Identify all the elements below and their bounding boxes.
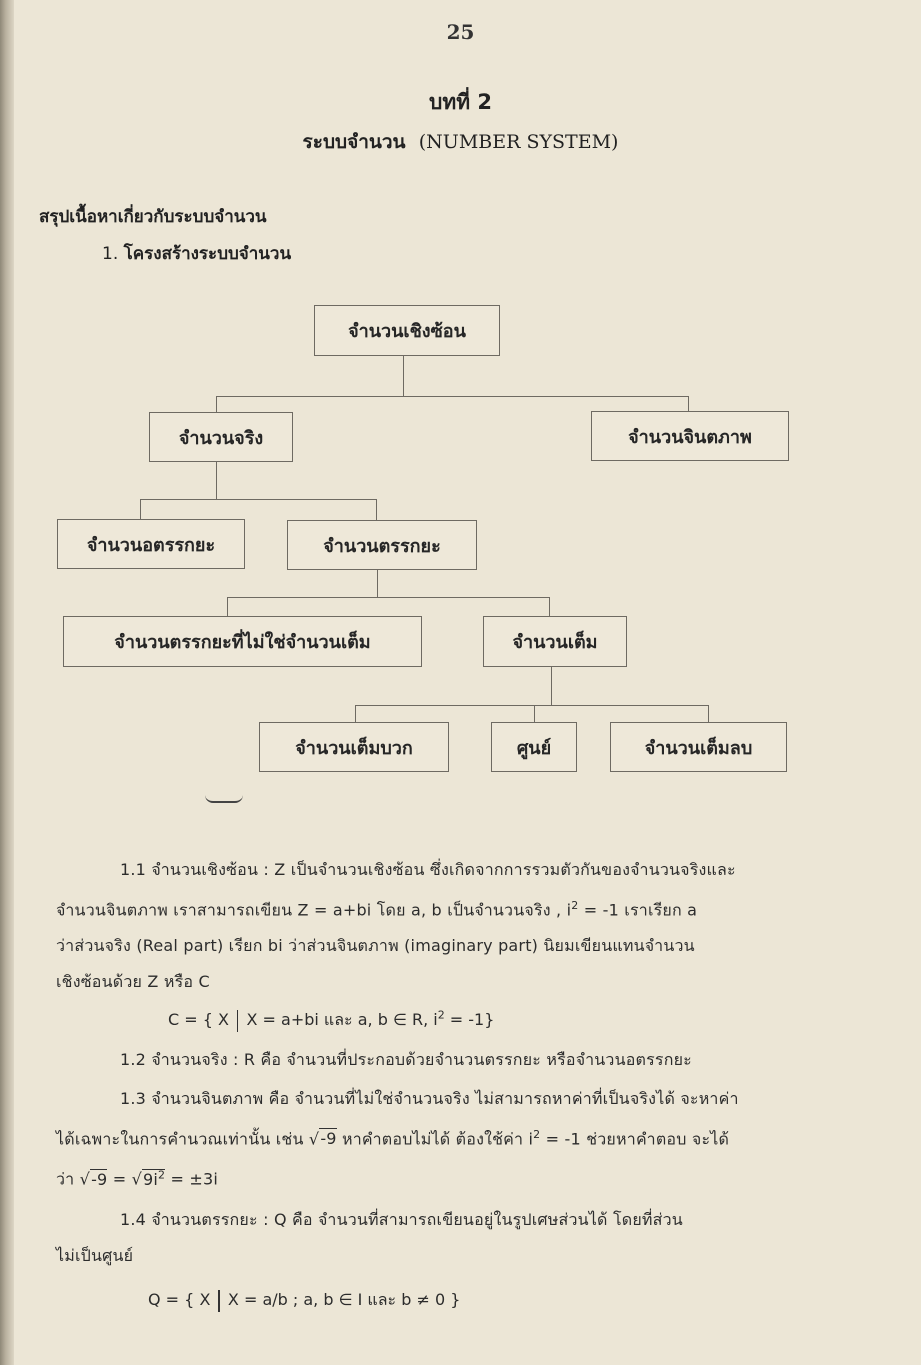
text-line: เชิงซ้อนด้วย Z หรือ C <box>56 972 210 992</box>
stray-pen-mark <box>205 795 243 803</box>
connector <box>376 499 377 520</box>
connector <box>355 705 356 722</box>
set-builder-bar <box>218 1290 220 1312</box>
formula-rational-set <box>148 1288 460 1313</box>
sub-heading <box>102 240 291 267</box>
superscript: 2 <box>533 1128 541 1141</box>
connector <box>688 396 689 411</box>
node-irrational: จำนวนอตรรกยะ <box>57 519 245 569</box>
page-binding-shadow <box>0 0 14 1365</box>
text-span: = -1 เราเรียก a <box>578 900 698 920</box>
section-heading: สรุปเนื้อหาเกี่ยวกับระบบจำนวน <box>39 207 267 227</box>
node-positive-integer: จำนวนเต็มบวก <box>259 722 449 772</box>
text-line: ว่าส่วนจริง (Real part) เรียก bi ว่าส่วนจินตภาพ (imaginary part) นิยมเขียนแทนจำนวน <box>56 936 695 956</box>
sqrt-radicand <box>142 1169 165 1189</box>
node-zero: ศูนย์ <box>491 722 577 772</box>
connector <box>534 705 535 722</box>
text-line: ไม่เป็นศูนย์ <box>56 1246 134 1265</box>
paragraph-1-1 <box>56 852 876 1000</box>
page-number: 25 <box>446 20 475 44</box>
node-negative-integer: จำนวนเต็มลบ <box>610 722 787 772</box>
text-line <box>56 888 876 928</box>
text-span: 9i <box>143 1169 159 1189</box>
connector <box>708 705 709 722</box>
set-builder-bar <box>237 1010 239 1032</box>
connector <box>355 705 709 706</box>
chapter-title <box>0 127 921 157</box>
connector <box>216 462 217 500</box>
text-span: ได้เฉพาะในการคำนวณเท่านั้น เช่น <box>56 1129 309 1149</box>
formula-left: Q = { X <box>148 1290 211 1309</box>
formula-end: = -1} <box>444 1010 495 1029</box>
sqrt-radicand: -9 <box>320 1129 337 1149</box>
superscript: 2 <box>437 1008 445 1022</box>
text-line: ว่า $√-9 = √9i^2 = \pm 3i$ <box>56 1168 219 1189</box>
formula-right: X = a/b ; a, b ∈ I และ b ≠ 0 } <box>227 1290 461 1309</box>
chapter-title-en: (NUMBER SYSTEM) <box>418 131 619 153</box>
formula-left: C = { X <box>168 1010 229 1029</box>
text-line: 1.1 จำนวนเชิงซ้อน : Z เป็นจำนวนเชิงซ้อน ซึ่งเกิดจากการรวมตัวกันของจำนวนจริงและ <box>120 860 736 879</box>
node-integer: จำนวนเต็ม <box>483 616 627 667</box>
sub-heading-number: 1. <box>102 244 119 264</box>
text-span: จำนวนจินตภาพ เราสามารถเขียน Z = a+bi โดย a, b เป็นจำนวนจริง , i <box>56 900 572 920</box>
connector <box>549 597 550 616</box>
paragraph-1-3 <box>56 1081 876 1198</box>
connector <box>227 597 550 598</box>
text-span: ว่า <box>56 1169 80 1189</box>
connector <box>377 570 378 598</box>
connector <box>140 499 377 500</box>
formula-right: X = a+bi และ a, b ∈ R, i <box>246 1010 438 1029</box>
connector <box>551 667 552 706</box>
paragraph-1-2: 1.2 จำนวนจริง : R คือ จำนวนที่ประกอบด้วยจำนวนตรรกยะ หรือจำนวนอตรรกยะ <box>120 1050 692 1069</box>
paragraph-1-4 <box>56 1202 876 1274</box>
text-line: ได้เฉพาะในการคำนวณเท่านั้น เช่น √-9 หาคำตอบไม่ได้ ต้องใช้ค่า $i^2 = -1$ ช่วยหาคำตอบ จะได้ <box>56 1128 730 1149</box>
node-imaginary: จำนวนจินตภาพ <box>591 411 789 461</box>
text-span: หาคำตอบไม่ได้ ต้องใช้ค่า i <box>336 1129 534 1149</box>
text-span: = -1 ช่วยหาคำตอบ จะได้ <box>540 1129 730 1149</box>
node-rational-non-integer: จำนวนตรรกยะที่ไม่ใช่จำนวนเต็ม <box>63 616 422 667</box>
connector <box>403 356 404 397</box>
chapter-title-th: ระบบจำนวน <box>302 131 406 153</box>
node-real: จำนวนจริง <box>149 412 293 462</box>
connector <box>216 396 689 397</box>
sub-heading-text: โครงสร้างระบบจำนวน <box>123 244 292 264</box>
superscript: 2 <box>158 1168 166 1182</box>
connector <box>216 396 217 412</box>
node-complex: จำนวนเชิงซ้อน <box>314 305 500 356</box>
text-span: = <box>107 1169 132 1189</box>
formula-complex-set <box>168 1008 494 1033</box>
sqrt-radicand: -9 <box>91 1169 108 1189</box>
node-rational: จำนวนตรรกยะ <box>287 520 477 570</box>
connector <box>140 499 141 519</box>
chapter-label: บทที่ 2 <box>429 90 492 114</box>
text-line: 1.3 จำนวนจินตภาพ คือ จำนวนที่ไม่ใช่จำนวนจริง ไม่สามารถหาค่าที่เป็นจริงได้ จะหาค่า <box>120 1089 739 1108</box>
connector <box>227 597 228 616</box>
text-line: 1.4 จำนวนตรรกยะ : Q คือ จำนวนที่สามารถเขียนอยู่ในรูปเศษส่วนได้ โดยที่ส่วน <box>120 1210 683 1229</box>
text-span: = ±3i <box>165 1169 219 1189</box>
superscript: 2 <box>571 899 579 912</box>
